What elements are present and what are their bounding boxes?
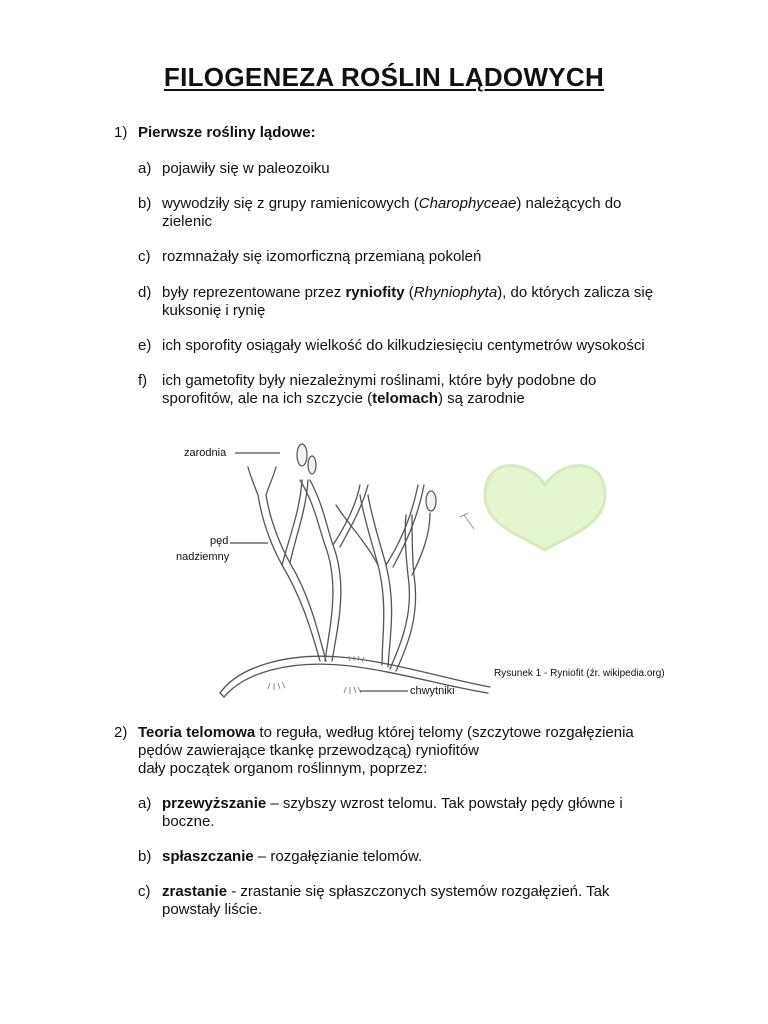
page-title: FILOGENEZA ROŚLIN LĄDOWYCH — [163, 62, 605, 92]
label-ped: pęd — [210, 535, 229, 547]
figure-caption: Rysunek 1 - Ryniofit (źr. wikipedia.org) — [494, 668, 665, 679]
section-title: Pierwsze rośliny lądowe: — [138, 124, 316, 141]
heart-icon — [485, 466, 605, 550]
label-zarodnia: zarodnia — [184, 447, 227, 459]
label-nadziemny: nadziemny — [176, 551, 230, 563]
section-number: 1) — [114, 124, 128, 141]
document-page: FILOGENEZA ROŚLIN LĄDOWYCH 1) Pierwsze rośliny lądowe: a) pojawiły się w paleozoiku b) wywodziły się z grupy ramienicowych (Charophyceae) należących do zielenic c) rozmnażały się izomorficzną przemianą pokoleń d) były reprezentowane przez ryniofity (Rhyniophyta), do których zalicza się kuksonię i rynię e) ich sporofity osiągały wielkość do kilkudziesięciu centymetrów wysokości f) ich gametofity były niezależnymi roślinami, które były podobne do sporofitów, ale na ich szczycie (telomach) są zarodnie zarodnia pęd nadziemny chwytniki Rysunek 1 - Ryniofit (źr. wikipedia.org) 2) Teoria telomowa to reguła, według której telomy (szczytowe rozgałęzienia pędów zawierające tkankę przewodzącą) ryniofitów dały początek organom roślinnym, poprzez: a) przewyższanie – szybszy wzrost telomu. Tak powstały pędy główne i boczne. b) spłaszczanie – rozgałęzianie telomów. c) zrastanie - zrastanie się spłaszczonych systemów rozgałęzień. Tak powstały liście. — [0, 0, 768, 1024]
label-chwytniki: chwytniki — [410, 685, 455, 697]
section-number: 2) — [114, 724, 128, 741]
